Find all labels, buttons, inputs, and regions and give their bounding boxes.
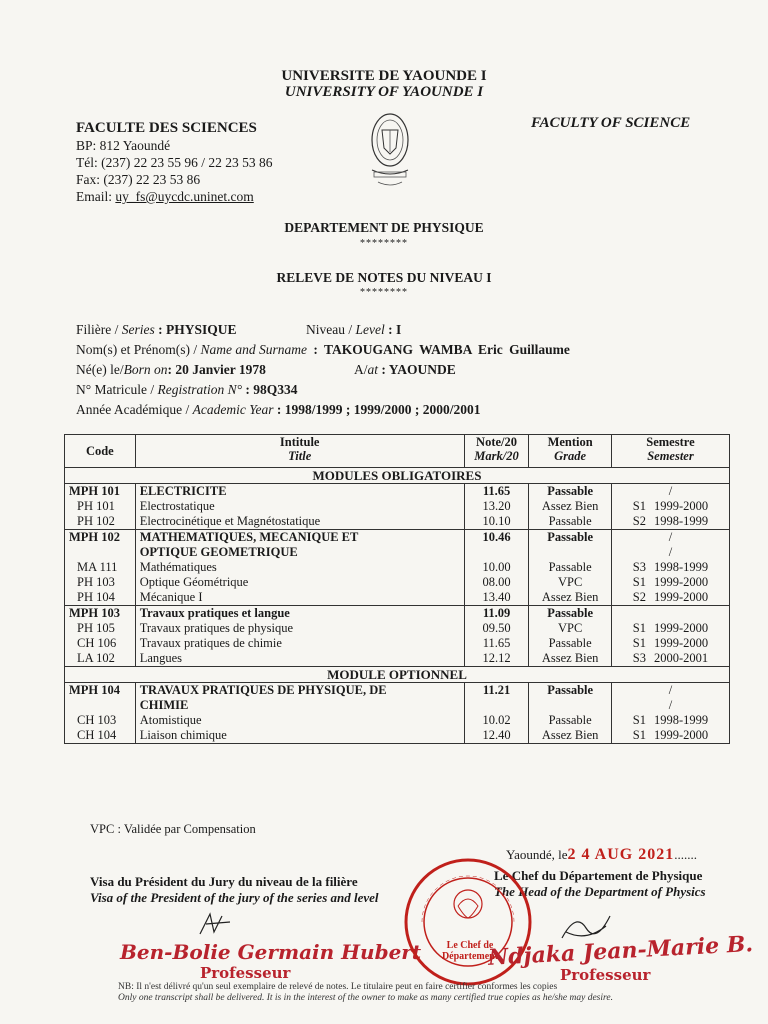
course-mark: 10.10: [482, 514, 511, 528]
course-semester: [616, 621, 725, 636]
date-prefix: Yaoundé, le: [506, 847, 568, 862]
module-title-cont: OPTIQUE GEOMETRIQUE: [139, 545, 298, 559]
module-semester: [616, 683, 725, 698]
module-code-cell: [65, 530, 136, 606]
course-title: Travaux pratiques de physique: [139, 621, 294, 635]
reg-label: N° Matricule /: [76, 382, 158, 397]
module-semester-cell: [611, 484, 729, 530]
module-semester-mark: /: [668, 530, 673, 544]
course-semester-year: 1998-1999: [653, 560, 709, 574]
section-mandatory: MODULES OBLIGATOIRES: [65, 468, 730, 484]
series-line: [76, 322, 237, 338]
name-label-en: Name and Surname: [200, 342, 307, 357]
course-code: PH 105: [77, 621, 115, 635]
section-row-optional: [65, 667, 730, 683]
module-title: MATHEMATIQUES, MECANIQUE ET: [139, 530, 359, 544]
university-name-en: UNIVERSITY OF YAOUNDE I: [284, 84, 484, 100]
at-value: : YAOUNDE: [378, 362, 456, 377]
stamp-center-text: Le Chef de Département: [441, 940, 499, 962]
table-header-row: [65, 435, 730, 468]
name-label: Nom(s) et Prénom(s) /: [76, 342, 201, 357]
module-semester-mark: /: [668, 683, 673, 697]
visa-president-fr: Visa du Président du Jury du niveau de la filière: [90, 874, 358, 889]
signature-name-left: Ben-Bolie Germain Hubert: [120, 940, 422, 964]
course-code: PH 104: [77, 590, 115, 604]
course-semester: [616, 713, 725, 728]
course-title: Mécanique I: [139, 590, 203, 604]
module-mark: 11.21: [482, 683, 511, 697]
signature-name-right: Ndjaka Jean-Marie B.: [487, 931, 754, 971]
header-grade: [529, 435, 612, 468]
course-semester-code: S3: [632, 560, 646, 574]
born-value: : 20 Janvier 1978: [167, 362, 266, 377]
course-code: MA 111: [77, 560, 118, 574]
head-department-en: The Head of the Department of Physics: [494, 884, 706, 899]
spacer: [69, 545, 131, 560]
module-mark-cell: [464, 606, 529, 667]
module-grade: Passable: [547, 530, 594, 544]
level-label-en: Level: [355, 322, 385, 337]
spacer: [533, 698, 607, 713]
course-semester-code: S1: [632, 499, 646, 513]
year-value: : 1998/1999 ; 1999/2000 ; 2000/2001: [273, 402, 481, 417]
course-mark: 13.20: [482, 499, 511, 513]
course-semester-code: S1: [632, 728, 646, 742]
course-code: CH 103: [77, 713, 117, 727]
notice-line-en: Only one transcript shall be delivered. It is in the interest of the owner to make as many certified true copies as he/she may desire.: [118, 993, 613, 1003]
course-grade: Assez Bien: [541, 728, 599, 742]
date-stamp: 2 4 AUG 2021: [567, 846, 675, 863]
course-semester-code: S1: [632, 575, 646, 589]
header-semester: [611, 435, 729, 468]
at-label-en: at: [367, 362, 379, 377]
name-value: : TAKOUGANG WAMBA Eric Guillaume: [306, 342, 570, 357]
module-title-cell: [135, 683, 464, 744]
course-title: Mathématiques: [139, 560, 217, 574]
year-label-en: Academic Year: [192, 402, 274, 417]
course-semester: [616, 575, 725, 590]
section-row-mandatory: [65, 468, 730, 484]
section-optional: MODULE OPTIONNEL: [65, 667, 730, 683]
module-semester-cell: [611, 530, 729, 606]
module-semester-cell: [611, 606, 729, 667]
module-grade-cell: [529, 530, 612, 606]
email-link[interactable]: uy_fs@uycdc.uninet.com: [115, 189, 254, 204]
spacer: [469, 545, 525, 560]
header-title: [135, 435, 464, 468]
course-semester-year: 1999-2000: [653, 575, 709, 589]
module-code: MPH 102: [69, 530, 121, 544]
signature-title-right: Professeur: [560, 966, 651, 984]
born-line: [76, 362, 266, 378]
email-label: Email:: [76, 189, 116, 204]
spacer: [469, 698, 525, 713]
postal-address: BP: 812 Yaoundé: [76, 138, 171, 153]
series-label-en: Series: [121, 322, 155, 337]
module-row: [65, 683, 730, 744]
course-title: Langues: [139, 651, 183, 665]
course-title: Liaison chimique: [139, 728, 227, 742]
header-mark-en: Mark/20: [474, 449, 519, 463]
spacer: [69, 698, 131, 713]
course-grade: VPC: [557, 621, 583, 635]
level-label: Niveau /: [306, 322, 356, 337]
course-semester-year: 1998-1999: [653, 713, 709, 727]
notice-line-fr: NB: Il n'est délivré qu'un seul exemplaire de relevé de notes. Le titulaire peut en faire certifier conformes les copies: [118, 982, 558, 992]
issue-date: [506, 846, 697, 864]
course-grade: Assez Bien: [541, 651, 599, 665]
birthplace-line: [354, 362, 456, 378]
module-semester-cell: [611, 683, 729, 744]
course-semester: [616, 651, 725, 666]
head-department-fr: Le Chef du Département de Physique: [494, 868, 703, 883]
course-title: Travaux pratiques de chimie: [139, 636, 282, 650]
module-semester-mark-2: /: [668, 698, 673, 712]
course-grade: Assez Bien: [541, 499, 599, 513]
header-mark-fr: Note/20: [476, 435, 518, 449]
series-value: : PHYSIQUE: [154, 322, 237, 337]
course-code: CH 106: [77, 636, 117, 650]
course-semester-code: S2: [632, 514, 646, 528]
module-mark-cell: [464, 484, 529, 530]
header-title-en: Title: [288, 449, 312, 463]
year-label: Année Académique /: [76, 402, 193, 417]
module-mark: 10.46: [482, 530, 511, 544]
course-grade: VPC: [557, 575, 583, 589]
course-mark: 11.65: [482, 636, 511, 650]
transcript-notice: [118, 982, 718, 1004]
course-grade: Assez Bien: [541, 590, 599, 604]
course-semester-code: S3: [632, 651, 646, 665]
module-code: MPH 103: [69, 606, 121, 620]
course-mark: 09.50: [482, 621, 511, 635]
module-title-cell: [135, 530, 464, 606]
course-code: LA 102: [77, 651, 115, 665]
course-title: Optique Géométrique: [139, 575, 249, 589]
course-semester-year: 1999-2000: [653, 728, 709, 742]
registration-line: [76, 382, 298, 398]
module-mark-cell: [464, 683, 529, 744]
module-title: TRAVAUX PRATIQUES DE PHYSIQUE, DE: [139, 683, 387, 697]
email-line: [76, 189, 254, 205]
course-mark: 12.12: [482, 651, 511, 665]
level-line: [306, 322, 401, 338]
module-semester-cont: [616, 545, 725, 560]
header-semester-fr: Semestre: [646, 435, 695, 449]
course-mark: 10.02: [482, 713, 511, 727]
module-code: MPH 104: [69, 683, 121, 697]
course-code: CH 104: [77, 728, 117, 742]
course-semester-year: 1999-2000: [653, 590, 709, 604]
header-grade-fr: Mention: [547, 435, 593, 449]
course-semester-year: 1999-2000: [653, 636, 709, 650]
course-semester: [616, 728, 725, 743]
module-row: [65, 530, 730, 606]
module-mark: 11.09: [482, 606, 511, 620]
course-code: PH 101: [77, 499, 115, 513]
module-mark: 11.65: [482, 484, 511, 498]
grades-table: [64, 434, 730, 744]
course-semester: [616, 636, 725, 651]
header-grade-en: Grade: [554, 449, 587, 463]
course-code: PH 102: [77, 514, 115, 528]
course-mark: 10.00: [482, 560, 511, 574]
signature-scribble-left: [196, 910, 236, 940]
header-mark: [464, 435, 529, 468]
module-code-cell: [65, 683, 136, 744]
course-grade: Passable: [548, 636, 592, 650]
header-code: Code: [65, 435, 136, 468]
module-semester-cont: [616, 698, 725, 713]
module-title: Travaux pratiques et langue: [139, 606, 290, 620]
document-title: RELEVE DE NOTES DU NIVEAU I: [276, 270, 492, 285]
header-title-fr: Intitule: [279, 435, 320, 449]
name-line: [76, 342, 570, 358]
stars-divider: ********: [360, 238, 408, 249]
course-semester-code: S2: [632, 590, 646, 604]
course-semester-year: 1999-2000: [653, 499, 709, 513]
born-label-en: Born on: [123, 362, 168, 377]
university-name-fr: UNIVERSITE DE YAOUNDE I: [281, 68, 487, 84]
reg-value: : 98Q334: [242, 382, 298, 397]
module-grade: Passable: [547, 683, 594, 697]
course-semester: [616, 514, 725, 529]
module-code: MPH 101: [69, 484, 121, 498]
module-row: [65, 484, 730, 530]
course-title: Electrostatique: [139, 499, 215, 513]
module-grade-cell: [529, 606, 612, 667]
at-label: A/: [354, 362, 368, 377]
course-semester-code: S1: [632, 636, 646, 650]
faculty-name-fr: FACULTE DES SCIENCES: [76, 120, 257, 136]
fax: Fax: (237) 22 23 53 86: [76, 172, 201, 187]
reg-label-en: Registration N°: [157, 382, 243, 397]
module-title-cell: [135, 484, 464, 530]
module-semester: [616, 530, 725, 545]
course-mark: 13.40: [482, 590, 511, 604]
module-semester-mark: /: [668, 484, 673, 498]
course-title: Electrocinétique et Magnétostatique: [139, 514, 321, 528]
telephone: Tél: (237) 22 23 55 96 / 22 23 53 86: [76, 155, 273, 170]
vpc-note: VPC : Validée par Compensation: [90, 822, 256, 836]
course-semester-year: 2000-2001: [653, 651, 709, 665]
course-semester-year: 1999-2000: [653, 621, 709, 635]
born-label: Né(e) le/: [76, 362, 124, 377]
module-title: ELECTRICITE: [139, 484, 227, 498]
module-semester: [616, 606, 725, 621]
faculty-name-en: FACULTY OF SCIENCE: [531, 115, 691, 131]
department-title: DEPARTEMENT DE PHYSIQUE: [284, 220, 484, 235]
module-grade: Passable: [547, 606, 594, 620]
visa-president-en: Visa of the President of the jury of the series and level: [90, 890, 379, 905]
module-title-cont: CHIMIE: [139, 698, 189, 712]
module-mark-cell: [464, 530, 529, 606]
module-grade-cell: [529, 484, 612, 530]
module-semester: [616, 484, 725, 499]
series-label: Filière /: [76, 322, 122, 337]
course-grade: Passable: [548, 514, 592, 528]
course-semester: [616, 560, 725, 575]
course-grade: Passable: [548, 713, 592, 727]
course-code: PH 103: [77, 575, 115, 589]
signature-title-left: Professeur: [200, 964, 291, 982]
course-grade: Passable: [548, 560, 592, 574]
date-dots: .......: [674, 847, 697, 862]
module-semester-mark-2: /: [668, 545, 673, 559]
course-mark: 08.00: [482, 575, 511, 589]
academic-year-line: [76, 402, 480, 418]
course-semester-code: S1: [632, 621, 646, 635]
module-grade-cell: [529, 683, 612, 744]
course-semester: [616, 590, 725, 605]
course-mark: 12.40: [482, 728, 511, 742]
course-title: Atomistique: [139, 713, 202, 727]
university-crest-logo: [366, 108, 414, 190]
spacer: [533, 545, 607, 560]
course-semester: [616, 499, 725, 514]
stars-divider-2: ********: [360, 287, 408, 298]
module-grade: Passable: [547, 484, 594, 498]
level-value: : I: [384, 322, 402, 337]
module-row: [65, 606, 730, 667]
module-code-cell: [65, 606, 136, 667]
header-semester-en: Semester: [647, 449, 694, 463]
module-title-cell: [135, 606, 464, 667]
module-code-cell: [65, 484, 136, 530]
course-semester-code: S1: [632, 713, 646, 727]
course-semester-year: 1998-1999: [653, 514, 709, 528]
